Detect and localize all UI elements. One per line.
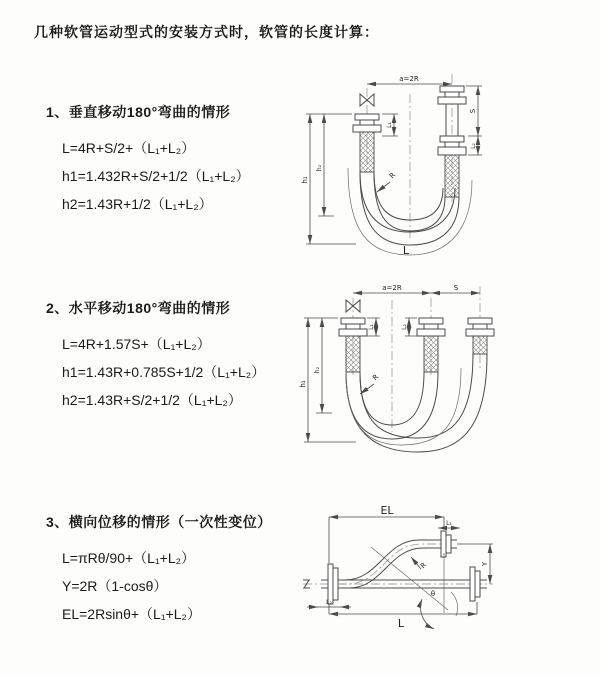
dim-label-a2r: a=2R	[399, 75, 419, 83]
dim-label-l1: L₁	[368, 324, 375, 330]
right-lower-fitting-flange	[440, 136, 464, 142]
formula-line: h2=1.43R+1/2（L₁+L₂）	[62, 196, 213, 212]
dim-label-l1: L₁	[386, 122, 393, 128]
radius-leader-arrow	[360, 384, 374, 394]
formula-line: L=4R+S/2+（L₁+L₂）	[62, 140, 196, 156]
dim-label-y: Y	[481, 561, 489, 567]
formula-line: L=4R+1.57S+（L₁+L₂）	[62, 336, 211, 352]
hose-arc-sweep-inner	[360, 354, 473, 438]
right-fitting-hex	[473, 324, 487, 329]
dim-label-s: S	[469, 108, 477, 114]
upper-flange-plate	[441, 531, 446, 557]
diagram-horizontal-180-bend	[296, 280, 596, 460]
formula-line: L=πRθ/90+（L₁+L₂）	[62, 550, 196, 566]
hose-arc-inner-high	[374, 172, 443, 220]
section-heading: 2、水平移动180°弯曲的情形	[46, 300, 231, 316]
dim-label-l1: L₁	[446, 520, 452, 527]
dim-label-l: L	[397, 617, 405, 630]
section-heading: 1、垂直移动180°弯曲的情形	[46, 104, 231, 120]
formula-line: h1=1.432R+S/2+1/2（L₁+L₂）	[62, 168, 250, 184]
left-fitting-hex	[346, 324, 360, 329]
dim-label-h1: h₁	[301, 176, 309, 184]
formula-list	[62, 330, 265, 414]
right-lower-fitting-collar	[438, 147, 466, 155]
radius-label: R	[419, 561, 429, 571]
middle-braided-section	[424, 336, 438, 372]
right-fitting-flange	[468, 318, 492, 324]
left-fitting-collar	[353, 125, 381, 132]
page-title: 几种软管运动型式的安装方式时，软管的长度计算：	[34, 24, 379, 40]
upper-stub-pipe	[451, 540, 457, 548]
dim-label-a2r: a=2R	[382, 284, 402, 292]
middle-fitting-flange	[419, 318, 443, 324]
left-braided-section	[346, 336, 360, 372]
dim-label-h2: h₂	[314, 366, 321, 374]
left-flange-hub	[333, 568, 338, 600]
right-braided-section	[445, 155, 459, 197]
formula-line: Y=2R（1-cosθ）	[62, 578, 168, 594]
dim-label-l2: L₂	[470, 143, 477, 149]
middle-fitting-hex	[424, 324, 438, 329]
right-braided-section	[473, 336, 487, 354]
radius-label: R	[388, 171, 398, 181]
right-upper-fitting-collar	[438, 97, 466, 104]
formula-line: h2=1.43R+S/2+1/2（L₁+L₂）	[62, 392, 242, 408]
hose-arc-inner-low	[374, 172, 445, 231]
left-fitting-hex	[360, 120, 374, 125]
section-horizontal-movement	[46, 298, 265, 414]
left-braided-section	[360, 132, 374, 172]
theta-angle-arc-right	[451, 592, 458, 616]
dim-label-h2: h₂	[316, 164, 323, 172]
dim-label-s: S	[453, 284, 459, 292]
hose-arc-intermediate	[346, 368, 461, 445]
dim-label-el: EL	[380, 504, 394, 517]
right-upper-fitting-hex	[445, 92, 459, 97]
section-heading: 3、横向位移的情形（一次性变位）	[46, 514, 272, 530]
upper-flange-hub	[446, 535, 451, 553]
formula-list	[62, 544, 272, 628]
length-label: L	[402, 244, 410, 257]
right-flange-hub	[475, 571, 480, 597]
radius-leader-arrow	[377, 182, 390, 192]
right-upper-fitting-flange	[440, 86, 464, 92]
formula-list	[62, 134, 250, 218]
left-fitting-flange	[341, 318, 365, 324]
angle-label: θ	[430, 590, 436, 598]
dim-label-h1: h₁	[299, 380, 307, 388]
curved-hose-top-wall	[338, 540, 441, 580]
hose-arc-sweep-outer	[346, 354, 487, 452]
section-lateral-displacement	[46, 512, 272, 628]
right-lower-fitting-hex	[445, 142, 459, 147]
radius-label: R	[371, 372, 381, 383]
right-flange-plate	[470, 567, 475, 601]
section-vertical-movement	[46, 102, 250, 218]
middle-fitting-collar	[417, 329, 445, 336]
dim-label-l2: L₂	[326, 599, 332, 606]
right-fitting-collar	[466, 329, 494, 336]
left-fitting-flange	[355, 114, 379, 120]
left-flange-plate	[328, 564, 333, 604]
diagram-vertical-180-bend	[298, 68, 588, 260]
dim-label-l2: L₂	[401, 324, 408, 330]
theta-diagonal-line	[371, 547, 448, 610]
formula-line: EL=2Rsinθ+（L₁+L₂）	[62, 606, 201, 622]
extension-lines-l	[329, 602, 477, 614]
diagram-lateral-displacement	[293, 495, 595, 663]
formula-line: h1=1.43R+0.785S+1/2（L₁+L₂）	[62, 364, 266, 380]
left-fitting-collar	[339, 329, 367, 336]
